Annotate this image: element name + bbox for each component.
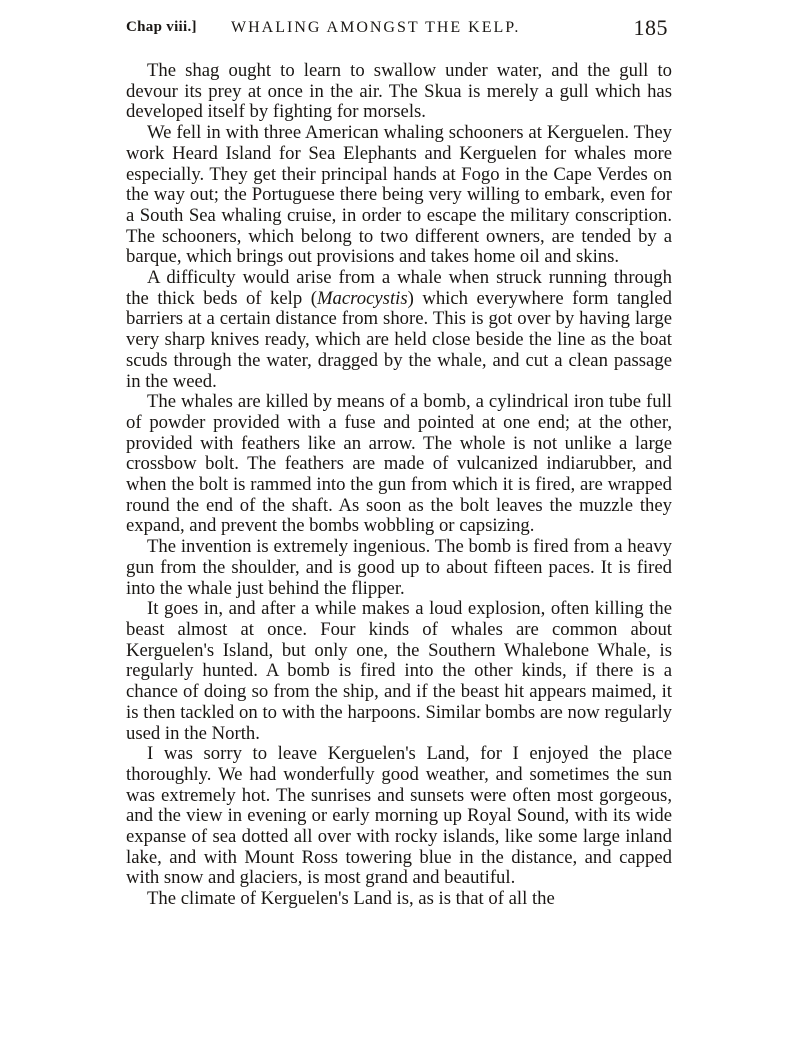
- paragraph-kelp: [126, 268, 672, 392]
- kelp-species-name: Macrocystis: [316, 287, 408, 309]
- kelp-text-after: ) which everywhere form tangled barriers at a certain distance from shore. This is got over by having large very sharp knives ready, which are held close beside the line as the boat scuds through the water, dragged by the whale, and cut a clean passage in the weed.: [126, 287, 673, 392]
- page-number: 185: [633, 15, 668, 40]
- paragraph-invention: The invention is extremely ingenious. The bomb is fired from a heavy gun from the shoulder, and is good up to about fifteen paces. It is fired into the whale just behind the flipper.: [126, 536, 672, 599]
- chapter-label: Chap viii.]: [126, 19, 197, 35]
- body-text: [126, 61, 672, 910]
- paragraph-climate: The climate of Kerguelen's Land is, as is that of all the: [147, 888, 555, 910]
- paragraph-shag: The shag ought to learn to swallow under water, and the gull to devour its prey at once in the air. The Skua is merely a gull which has developed itself by fighting for morsels.: [126, 60, 672, 123]
- running-title: WHALING AMONGST THE KELP.: [231, 19, 521, 36]
- kelp-text-before: A difficulty would arise from a whale when struck running through the thick beds of kelp (: [126, 267, 672, 309]
- paragraph-bomb: The whales are killed by means of a bomb, a cylindrical iron tube full of powder provided with a fuse and pointed at one end; at the other, provided with feathers like an arrow. The whole is not unlike a large crossbow bolt. The feathers are made of vulcanized indiarubber, and when the bolt is rammed into the gun from which it is fired, are wrapped round the end of the shaft. As soon as the bolt leaves the muzzle they expand, and prevent the bombs wobbling or capsizing.: [126, 391, 672, 537]
- paragraph-leaving: I was sorry to leave Kerguelen's Land, for I enjoyed the place thoroughly. We had wonderfully good weather, and sometimes the sun was extremely hot. The sunrises and sunsets were often most gorgeous, and the view in evening or early morning up Royal Sound, with its wide expanse of sea dotted all over with rocky islands, like some large inland lake, and with Mount Ross towering blue in the distance, and capped with snow and glaciers, is most grand and beautiful.: [126, 743, 672, 889]
- paragraph-schooners: We fell in with three American whaling schooners at Kerguelen. They work Heard Island for Sea Elephants and Kerguelen for whales more especially. They get their principal hands at Fogo in the Cape Verdes on the way out; the Portuguese there being very willing to embark, even for a South Sea whaling cruise, in order to escape the military conscription. The schooners, which belong to two different owners, are tended by a barque, which brings out provisions and takes home oil and skins.: [126, 122, 672, 268]
- paragraph-explosion: It goes in, and after a while makes a loud explosion, often killing the beast almost at once. Four kinds of whales are common about Kerguelen's Island, but only one, the Southern Whalebone Whale, is regularly hunted. A bomb is fired into the other kinds, if there is a chance of doing so from the ship, and if the beast hit appears maimed, it is then tackled on to with the harpoons. Similar bombs are now regularly used in the North.: [126, 598, 672, 744]
- book-page: [126, 14, 672, 1034]
- running-head: [126, 14, 672, 44]
